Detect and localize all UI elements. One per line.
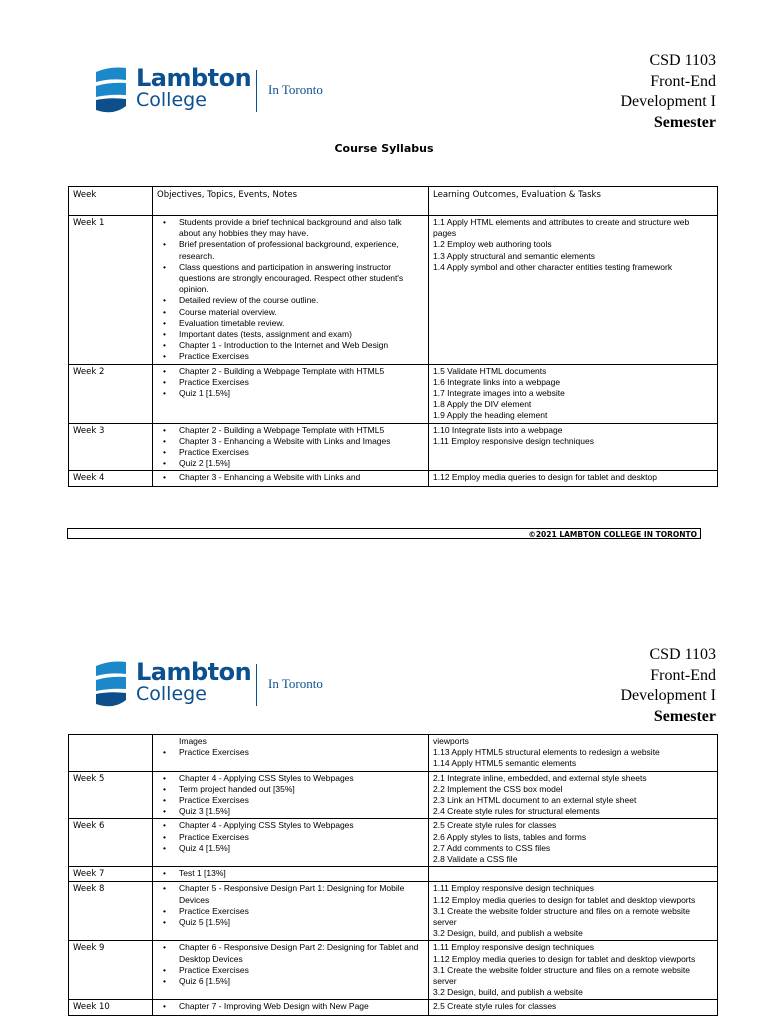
syllabus-table — [68, 186, 718, 487]
outcome-item: 1.13 Apply HTML5 structural elements to redesign a website — [433, 747, 660, 758]
logo-location: In Toronto — [268, 82, 323, 97]
course-name-line1: Front-End — [650, 72, 716, 90]
outcome-item: 1.9 Apply the heading element — [433, 410, 548, 421]
course-name-line2: Development I — [620, 687, 716, 704]
outcome-item: 1.5 Validate HTML documents — [433, 365, 547, 376]
week-cell: Week 9 — [69, 941, 153, 1000]
outcomes-cell — [429, 735, 718, 772]
table-row — [69, 819, 718, 867]
logo-divider — [256, 664, 257, 706]
topic-item: • Chapter 4 - Applying CSS Styles to Webpages — [171, 773, 424, 784]
topic-item: • Chapter 2 - Building a Webpage Template with HTML5 — [171, 366, 424, 377]
topic-list — [157, 736, 424, 758]
document-page-2 — [0, 596, 768, 1024]
logo-word-college: College — [136, 89, 207, 111]
week-cell — [69, 735, 153, 772]
outcome-item: 3.1 Create the website folder structure and files on a remote website server — [433, 905, 691, 928]
week-cell: Week 6 — [69, 819, 153, 867]
outcome-item: 1.12 Employ media queries to design for tablet and desktop — [433, 472, 657, 483]
topic-item: Images — [179, 736, 207, 746]
week-cell: Week 4 — [69, 471, 153, 486]
week-cell: Week 2 — [69, 364, 153, 423]
topic-item: • Important dates (tests, assignment and exam) — [171, 329, 424, 340]
topic-item: • Practice Exercises — [171, 447, 424, 458]
outcomes-cell — [429, 471, 718, 486]
table-row — [69, 882, 718, 941]
topics-cell — [153, 819, 429, 867]
topic-item: • Brief presentation of professional background, experience, research. — [171, 239, 424, 261]
table-row — [69, 423, 718, 471]
outcome-item: 1.11 Employ responsive design techniques — [433, 435, 594, 446]
outcome-item: 2.4 Create style rules for structural elements — [433, 806, 600, 817]
outcome-item: 1.8 Apply the DIV element — [433, 399, 532, 410]
topic-item: • Chapter 5 - Responsive Design Part 1: Designing for Mobile Devices — [171, 883, 424, 905]
course-name-line2: Development I — [620, 93, 716, 110]
outcome-item: 3.2 Design, build, and publish a website — [433, 987, 583, 998]
outcome-item: 1.7 Integrate images into a website — [433, 388, 565, 399]
topic-list — [157, 1001, 424, 1012]
page-title: Course Syllabus — [334, 142, 434, 155]
course-code: CSD 1103 — [649, 646, 716, 663]
outcomes-cell — [429, 1000, 718, 1015]
topics-cell — [153, 471, 429, 486]
topic-item: • Detailed review of the course outline. — [171, 295, 424, 306]
topic-item: • Chapter 1 - Introduction to the Internet and Web Design — [171, 340, 424, 351]
table-row — [69, 1000, 718, 1015]
topic-item: • Chapter 7 - Improving Web Design with New Page — [171, 1001, 424, 1012]
syllabus-table-continued — [68, 734, 718, 1016]
outcomes-cell — [429, 364, 718, 423]
logo-text — [136, 660, 251, 704]
topic-item: • Chapter 4 - Applying CSS Styles to Webpages — [171, 820, 424, 831]
topic-item: • Chapter 2 - Building a Webpage Template with HTML5 — [171, 425, 424, 436]
topics-cell — [153, 941, 429, 1000]
topic-list — [157, 868, 424, 879]
outcome-item: 2.3 Link an HTML document to an external style sheet — [433, 795, 637, 806]
topic-item: • Practice Exercises — [171, 377, 424, 388]
column-header-topics: Objectives, Topics, Events, Notes — [153, 187, 429, 216]
topic-item: • Chapter 3 - Enhancing a Website with Links and — [171, 472, 424, 483]
topic-item: • Practice Exercises — [171, 965, 424, 976]
logo-divider — [256, 70, 257, 112]
logo-text — [136, 66, 251, 110]
topics-cell — [153, 735, 429, 772]
week-cell: Week 5 — [69, 771, 153, 819]
outcome-item: 2.6 Apply styles to lists, tables and forms — [433, 831, 587, 842]
topic-item: • Term project handed out [35%] — [171, 784, 424, 795]
course-name-line1: Front-End — [650, 666, 716, 684]
topics-cell — [153, 771, 429, 819]
topic-item: • Class questions and participation in answering instructor questions are strongly encouraged. Respect other student's opinion. — [171, 262, 424, 296]
outcome-item: 1.4 Apply symbol and other character entities testing framework — [433, 261, 673, 272]
topics-cell — [153, 867, 429, 882]
topic-list — [157, 366, 424, 400]
logo-location: In Toronto — [268, 676, 323, 691]
outcomes-cell — [429, 771, 718, 819]
topic-item: • Students provide a brief technical background and also talk about any hobbies they may have. — [171, 217, 424, 239]
outcome-item: 1.14 Apply HTML5 semantic elements — [433, 758, 577, 769]
topic-list — [157, 425, 424, 470]
topic-item: • Quiz 2 [1.5%] — [171, 458, 424, 469]
topic-item: • Practice Exercises — [171, 351, 424, 362]
logo-word-college: College — [136, 683, 207, 705]
outcomes-cell — [429, 819, 718, 867]
outcome-item: 3.1 Create the website folder structure and files on a remote website server — [433, 964, 691, 987]
topics-cell — [153, 882, 429, 941]
week-cell: Week 10 — [69, 1000, 153, 1015]
logo-word-lambton: Lambton — [136, 658, 252, 686]
column-header-outcomes: Learning Outcomes, Evaluation & Tasks — [429, 187, 718, 216]
outcome-item: 2.7 Add comments to CSS files — [433, 842, 551, 853]
table-row — [69, 471, 718, 486]
semester-label: Semester — [653, 707, 716, 725]
topic-list — [157, 217, 424, 363]
topic-item: • Chapter 3 - Enhancing a Website with Links and Images — [171, 436, 424, 447]
outcome-item: 1.11 Employ responsive design techniques — [433, 942, 594, 953]
logo-word-lambton: Lambton — [136, 64, 252, 92]
table-header-row — [69, 187, 718, 216]
outcomes-cell — [429, 423, 718, 471]
topic-item: • Chapter 6 - Responsive Design Part 2: Designing for Tablet and Desktop Devices — [171, 942, 424, 964]
topic-list — [157, 820, 424, 854]
topic-item: • Practice Exercises — [171, 832, 424, 843]
course-header — [620, 645, 716, 727]
topics-cell — [153, 1000, 429, 1015]
semester-label: Semester — [653, 113, 716, 131]
outcomes-cell — [429, 216, 718, 365]
outcome-item: 1.6 Integrate links into a webpage — [433, 376, 561, 387]
outcome-item: 1.3 Apply structural and semantic elements — [433, 250, 596, 261]
topic-item: • Quiz 1 [1.5%] — [171, 388, 424, 399]
topic-item: • Practice Exercises — [171, 906, 424, 917]
outcome-item: 2.2 Implement the CSS box model — [433, 783, 563, 794]
table-row — [69, 867, 718, 882]
course-header — [620, 51, 716, 133]
table-row — [69, 216, 718, 365]
outcome-item: 1.12 Employ media queries to design for tablet and desktop viewports — [433, 953, 696, 964]
outcome-item: 2.5 Create style rules for classes — [433, 820, 557, 831]
table-row — [69, 364, 718, 423]
topic-item: • Practice Exercises — [171, 795, 424, 806]
topic-item: • Quiz 5 [1.5%] — [171, 917, 424, 928]
column-header-week: Week — [69, 187, 153, 216]
topic-item: • Quiz 6 [1.5%] — [171, 976, 424, 987]
topic-list — [157, 773, 424, 818]
topics-cell — [153, 216, 429, 365]
table-row — [69, 771, 718, 819]
topic-list — [157, 942, 424, 987]
topic-item: • Course material overview. — [171, 307, 424, 318]
topic-item: • Practice Exercises — [171, 747, 424, 758]
table-row — [69, 941, 718, 1000]
outcome-item: 2.8 Validate a CSS file — [433, 854, 518, 865]
outcome-item: 1.1 Apply HTML elements and attributes to create and structure web pages — [433, 217, 690, 239]
topics-cell — [153, 423, 429, 471]
outcome-item: 1.11 Employ responsive design techniques — [433, 883, 594, 894]
topics-cell — [153, 364, 429, 423]
topic-list — [157, 883, 424, 928]
topic-list — [157, 472, 424, 483]
outcomes-cell — [429, 882, 718, 941]
outcome-item: 3.2 Design, build, and publish a website — [433, 928, 583, 939]
page-footer: ©2021 LAMBTON COLLEGE IN TORONTO — [67, 528, 701, 539]
outcome-item: 2.1 Integrate inline, embedded, and external style sheets — [433, 772, 647, 783]
topic-item: • Quiz 3 [1.5%] — [171, 806, 424, 817]
outcome-item: viewports — [433, 736, 469, 746]
outcome-item: 1.10 Integrate lists into a webpage — [433, 424, 563, 435]
outcomes-cell — [429, 867, 718, 882]
course-code: CSD 1103 — [649, 52, 716, 69]
week-cell: Week 1 — [69, 216, 153, 365]
table-row — [69, 735, 718, 772]
week-cell: Week 3 — [69, 423, 153, 471]
week-cell: Week 8 — [69, 882, 153, 941]
topic-item: • Evaluation timetable review. — [171, 318, 424, 329]
topic-item: • Test 1 [13%] — [171, 868, 424, 879]
outcome-item: 1.12 Employ media queries to design for tablet and desktop viewports — [433, 894, 696, 905]
outcome-item: 2.5 Create style rules for classes — [433, 1001, 557, 1012]
outcomes-cell — [429, 941, 718, 1000]
topic-item: • Quiz 4 [1.5%] — [171, 843, 424, 854]
outcome-item: 1.2 Employ web authoring tools — [433, 239, 552, 250]
week-cell: Week 7 — [69, 867, 153, 882]
